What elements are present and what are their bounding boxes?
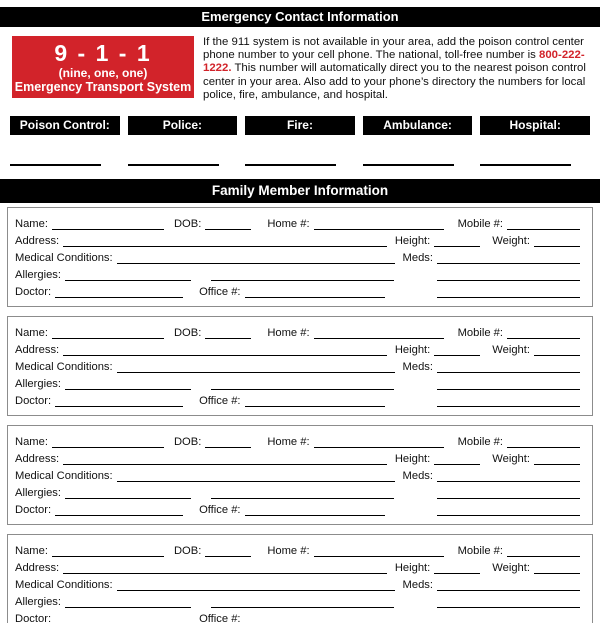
family-member-block [7,534,593,623]
hospital-number-field[interactable] [480,164,571,166]
meds-continuation-field-1[interactable] [437,380,580,390]
emergency-number: 9 - 1 - 1 [54,39,152,66]
mobile-phone-label: Mobile #: [457,436,503,449]
home-phone-label: Home #: [267,545,310,558]
poison-control-number-field[interactable] [10,164,101,166]
doctor-label: Doctor: [15,286,52,299]
home-phone-field[interactable] [314,329,444,339]
address-label: Address: [15,453,60,466]
mobile-phone-field[interactable] [507,220,580,230]
height-field[interactable] [434,564,480,574]
member-row-allergies [15,374,580,391]
name-field[interactable] [52,220,164,230]
dob-label: DOB: [173,545,202,558]
member-row-identity [15,323,580,340]
member-row-address [15,558,580,575]
meds-label: Meds: [402,361,433,374]
allergies-label: Allergies: [15,487,62,500]
member-row-doctor [15,391,580,408]
office-phone-field[interactable] [245,288,385,298]
member-row-identity [15,541,580,558]
dob-field[interactable] [205,220,251,230]
medical-conditions-label: Medical Conditions: [15,361,113,374]
height-label: Height: [394,344,431,357]
meds-field[interactable] [437,363,580,373]
allergies-continuation-field[interactable] [211,598,394,608]
member-row-medical [15,248,580,265]
weight-label: Weight: [492,344,530,357]
instructions-text-before: If the 911 system is not available in your area, add the poison control center phone number to your cell phone. The national, toll-free number is [203,36,584,62]
member-row-doctor [15,500,580,517]
member-row-allergies [15,265,580,282]
weight-field[interactable] [534,564,580,574]
weight-label: Weight: [492,453,530,466]
emergency-911-row [12,36,588,102]
address-field[interactable] [63,346,387,356]
home-phone-field[interactable] [314,547,444,557]
allergies-field[interactable] [65,489,191,499]
name-label: Name: [15,327,48,340]
height-label: Height: [394,453,431,466]
office-phone-label: Office #: [199,613,241,623]
medical-conditions-field[interactable] [117,254,395,264]
allergies-label: Allergies: [15,378,62,391]
fire-number-field[interactable] [245,164,336,166]
allergies-field[interactable] [65,380,191,390]
allergies-label: Allergies: [15,269,62,282]
family-member-block [7,207,593,307]
member-row-address [15,340,580,357]
name-label: Name: [15,436,48,449]
allergies-continuation-field[interactable] [211,271,394,281]
mobile-phone-field[interactable] [507,547,580,557]
family-member-blocks [0,207,600,623]
meds-continuation-field-1[interactable] [437,489,580,499]
emergency-transport-caption: Emergency Transport System [14,79,192,94]
member-row-address [15,231,580,248]
home-phone-field[interactable] [314,438,444,448]
office-phone-label: Office #: [199,395,241,408]
weight-field[interactable] [534,455,580,465]
medical-conditions-label: Medical Conditions: [15,470,113,483]
meds-field[interactable] [437,254,580,264]
hospital-label: Hospital: [480,116,590,135]
meds-label: Meds: [402,579,433,592]
meds-field[interactable] [437,581,580,591]
address-field[interactable] [63,455,387,465]
meds-continuation-field-2[interactable] [437,506,580,516]
office-phone-label: Office #: [199,286,241,299]
family-section-title: Family Member Information [211,183,389,199]
office-phone-field[interactable] [245,397,385,407]
mobile-phone-label: Mobile #: [457,545,503,558]
meds-continuation-field-2[interactable] [437,615,580,623]
home-phone-label: Home #: [267,218,310,231]
doctor-field[interactable] [55,397,183,407]
meds-field[interactable] [437,472,580,482]
dob-label: DOB: [173,327,202,340]
allergies-continuation-field[interactable] [211,380,394,390]
mobile-phone-field[interactable] [507,329,580,339]
dob-field[interactable] [205,438,251,448]
mobile-phone-label: Mobile #: [457,327,503,340]
member-row-identity [15,432,580,449]
poison-control-instructions [203,36,588,102]
meds-label: Meds: [402,252,433,265]
mobile-phone-label: Mobile #: [457,218,503,231]
medical-conditions-label: Medical Conditions: [15,252,113,265]
dob-field[interactable] [205,547,251,557]
mobile-phone-field[interactable] [507,438,580,448]
emergency-section-header [0,7,600,27]
meds-continuation-field-2[interactable] [437,288,580,298]
doctor-label: Doctor: [15,395,52,408]
name-field[interactable] [52,438,164,448]
member-row-medical [15,466,580,483]
member-row-allergies [15,592,580,609]
allergies-label: Allergies: [15,596,62,609]
ambulance-number-field[interactable] [363,164,454,166]
allergies-field[interactable] [65,271,191,281]
instructions-text-after: This number will automatically direct you to the nearest poison control center in your area. Also add to your phone’s directory the numbers for local police, fire, ambulance, and hospital. [203,62,586,101]
name-label: Name: [15,545,48,558]
doctor-field[interactable] [55,506,183,516]
meds-continuation-field-1[interactable] [437,271,580,281]
meds-continuation-field-1[interactable] [437,598,580,608]
member-row-doctor [15,609,580,623]
doctor-field[interactable] [55,288,183,298]
name-label: Name: [15,218,48,231]
police-number-field[interactable] [128,164,219,166]
medical-conditions-field[interactable] [117,363,395,373]
emergency-contacts-label-row [10,116,590,135]
address-field[interactable] [63,237,387,247]
member-row-identity [15,214,580,231]
name-field[interactable] [52,329,164,339]
height-field[interactable] [434,237,480,247]
office-phone-field[interactable] [245,615,385,623]
dob-label: DOB: [173,218,202,231]
allergies-continuation-field[interactable] [211,489,394,499]
address-label: Address: [15,235,60,248]
family-member-block [7,316,593,416]
fire-label: Fire: [245,116,355,135]
emergency-911-box [12,36,194,98]
weight-field[interactable] [534,346,580,356]
poison-control-label: Poison Control: [10,116,120,135]
meds-continuation-field-2[interactable] [437,397,580,407]
office-phone-field[interactable] [245,506,385,516]
dob-label: DOB: [173,436,202,449]
police-label: Police: [128,116,238,135]
meds-label: Meds: [402,470,433,483]
home-phone-label: Home #: [267,327,310,340]
address-label: Address: [15,344,60,357]
doctor-label: Doctor: [15,613,52,623]
poison-control-phone-number: 800-222-1222. [203,49,585,75]
home-phone-label: Home #: [267,436,310,449]
name-field[interactable] [52,547,164,557]
weight-label: Weight: [492,562,530,575]
member-row-doctor [15,282,580,299]
weight-field[interactable] [534,237,580,247]
medical-conditions-field[interactable] [117,581,395,591]
doctor-field[interactable] [55,615,183,623]
dob-field[interactable] [205,329,251,339]
emergency-number-words: (nine, one, one) [58,65,148,80]
member-row-allergies [15,483,580,500]
height-label: Height: [394,235,431,248]
ambulance-label: Ambulance: [363,116,473,135]
height-label: Height: [394,562,431,575]
member-row-medical [15,357,580,374]
emergency-section-title: Emergency Contact Information [201,9,399,24]
address-field[interactable] [63,564,387,574]
home-phone-field[interactable] [314,220,444,230]
weight-label: Weight: [492,235,530,248]
height-field[interactable] [434,455,480,465]
family-member-block [7,425,593,525]
emergency-contacts-blank-row [10,164,590,166]
family-section-header [0,179,600,203]
height-field[interactable] [434,346,480,356]
medical-conditions-label: Medical Conditions: [15,579,113,592]
doctor-label: Doctor: [15,504,52,517]
medical-conditions-field[interactable] [117,472,395,482]
allergies-field[interactable] [65,598,191,608]
member-row-address [15,449,580,466]
office-phone-label: Office #: [199,504,241,517]
address-label: Address: [15,562,60,575]
member-row-medical [15,575,580,592]
